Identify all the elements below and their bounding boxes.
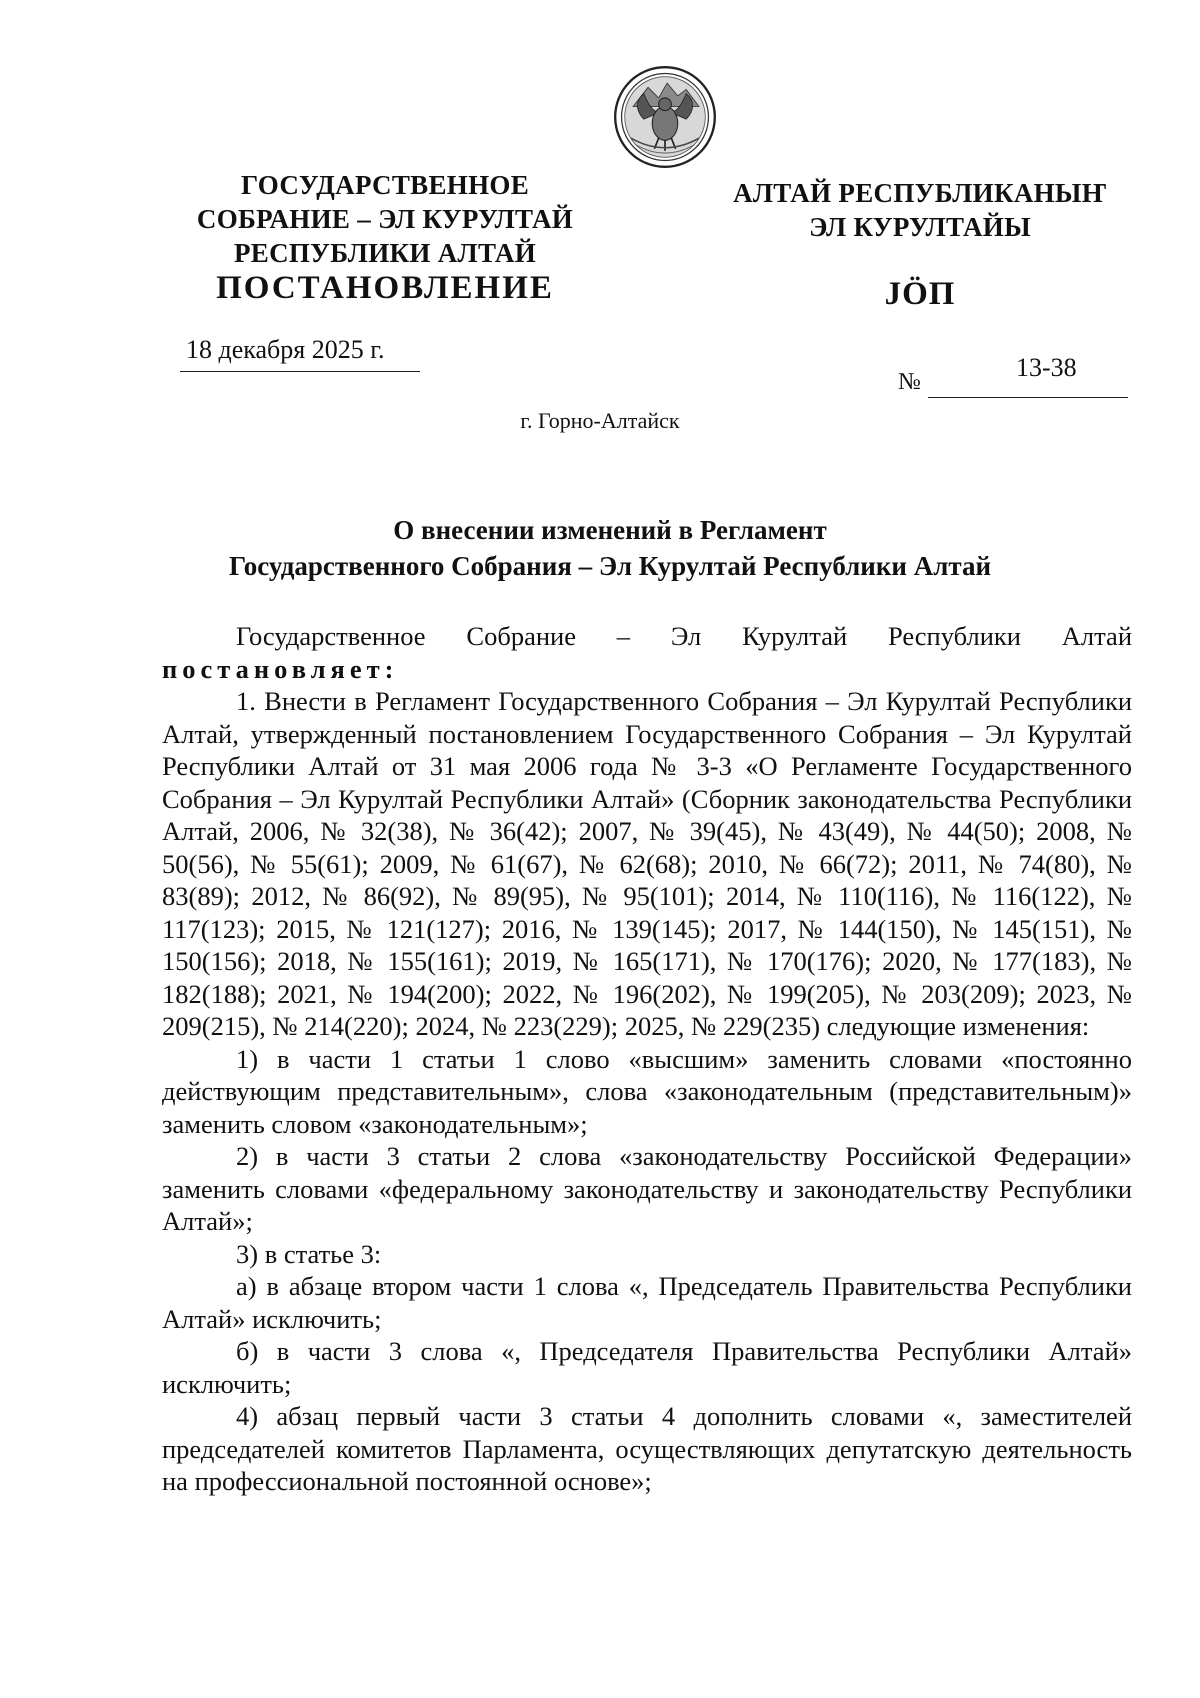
paragraph-1: 1. Внести в Регламент Государственного Собрания – Эл Курултай Республики Алтай, утвержденный постановлением Государственного Собрания – Эл Курултай Республики Алтай от 31 мая 2006 года № 3-3 «О Регламенте Государственного Собрания – Эл Курултай Республики Алтай» (Сборник законодательства Республики Алтай, 2006, № 32(38), № 36(42); 2007, № 39(45), № 43(49), № 44(50); 2008, № 50(56), № 55(61); 2009, № 61(67), № 62(68); 2010, № 66(72); 2011, № 74(80), № 83(89); 2012, № 86(92), № 89(95), № 95(101); 2014, № 110(116), № 116(122), № 117(123); 2015, № 121(127); 2016, № 139(145); 2017, № 144(150), № 145(151), № 150(156); 2018, № 155(161); 2019, № 165(171), № 170(176); 2020, № 177(183), № 182(188); 2021, № 194(200); 2022, № 196(202), № 199(205), № 203(209); 2023, № 209(215), № 214(220); 2024, № 223(229); 2025, № 229(235) следующие изменения: [162, 686, 1132, 1041]
republic-altai-coat-of-arms-icon [612, 64, 718, 170]
paragraph-2: 1) в части 1 статьи 1 слово «высшим» заменить словами «постоянно действующим представительным», слова «законодательным (представительным)» заменить словом «законодательным»; [162, 1043, 1132, 1139]
title-line-2: Государственного Собрания – Эл Курултай Республики Алтай [228, 551, 992, 581]
number-underline [928, 397, 1128, 398]
document-body [162, 620, 1132, 1498]
header-left-line-2: СОБРАНИЕ – ЭЛ КУРУЛТАЙ [196, 204, 574, 234]
doc-type-russian: ПОСТАНОВЛЕНИЕ [216, 270, 554, 306]
document-date [180, 335, 425, 372]
title-line-1: О внесении изменений в Регламент [393, 515, 827, 545]
paragraph-3: 2) в части 3 статьи 2 слова «законодательству Российской Федерации» заменить словами «федеральному законодательству и законодательству Республики Алтай»; [162, 1141, 1132, 1236]
header-right-line-1: АЛТАЙ РЕСПУБЛИКАНЫҤ [733, 178, 1107, 208]
header-right-line-2: ЭЛ КУРУЛТАЙЫ [809, 212, 1031, 242]
city-name: г. Горно-Алтайск [520, 408, 680, 433]
date-underline [180, 371, 420, 372]
paragraph-4: 3) в статье 3: [236, 1238, 382, 1269]
intro-text: Государственное Собрание – Эл Курултай Республики Алтай [236, 621, 1132, 651]
document-number [898, 353, 1128, 397]
decree-word: постановляет: [162, 653, 399, 684]
paragraph-6: б) в части 3 слова «, Председателя Правительства Республики Алтай» исключить; [162, 1336, 1132, 1399]
number-sign: № [898, 369, 921, 395]
intro-paragraph [162, 620, 1132, 685]
number-value: 13-38 [1016, 353, 1077, 382]
doc-type-altai: JӦП [884, 276, 956, 312]
header-left-organization [170, 168, 600, 270]
document-title [160, 512, 1060, 584]
date-text: 18 декабря 2025 г. [186, 335, 385, 364]
paragraph-7: 4) абзац первый части 3 статьи 4 дополнить словами «, заместителей председателей комитетов Парламента, осуществляющих депутатскую деятельность на профессиональной постоянной основе»; [162, 1401, 1132, 1496]
header-left-line-1: ГОСУДАРСТВЕННОЕ [241, 170, 529, 200]
header-left-line-3: РЕСПУБЛИКИ АЛТАЙ [233, 238, 537, 268]
header-right-organization [720, 176, 1120, 244]
paragraph-5: а) в абзаце втором части 1 слова «, Председатель Правительства Республики Алтай» исключить; [162, 1271, 1132, 1334]
